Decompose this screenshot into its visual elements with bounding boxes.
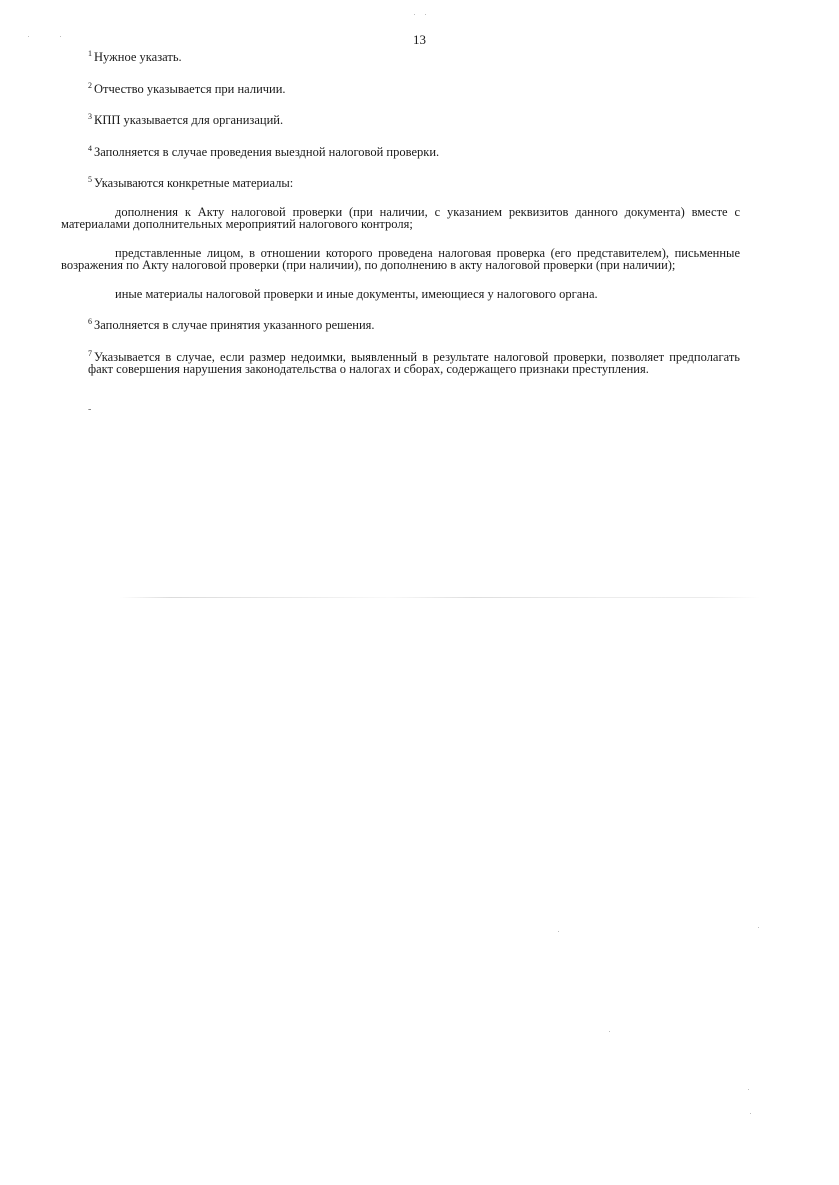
- footnote-mark: 6: [88, 317, 92, 326]
- footnote-text: Заполняется в случае проведения выездной налоговой проверки.: [94, 144, 440, 159]
- scan-artifact-line: [120, 597, 760, 598]
- scan-speck: [750, 1113, 751, 1114]
- scan-speck: [28, 36, 29, 37]
- footnote-2: [88, 80, 740, 96]
- footnote-text: Заполняется в случае принятия указанного решения.: [94, 318, 375, 332]
- scan-speck: [414, 14, 415, 15]
- footnote-5: [88, 174, 740, 190]
- stray-dash-mark: -: [88, 404, 92, 415]
- footnote-6: [88, 316, 740, 332]
- footnote-text: КПП указывается для организаций.: [94, 113, 284, 127]
- scan-speck: [425, 14, 426, 15]
- footnote-text: Указывается в случае, если размер недоимки, выявленный в результате налоговой проверки, позволяет предполагать факт совершения нарушения законодательства о налогах и сборах, содержащего признаки преступления.: [88, 349, 740, 376]
- footnote-mark: 5: [88, 175, 92, 184]
- footnote-mark: 2: [88, 80, 92, 90]
- footnote-3: [88, 111, 740, 127]
- footnote-text: Нужное указать.: [94, 50, 182, 64]
- scan-speck: [758, 927, 759, 928]
- materials-item-other: иные материалы налоговой проверки и иные документы, имеющиеся у налогового органа.: [115, 286, 598, 301]
- footnote-4: [88, 143, 740, 159]
- footnote-text: Отчество указывается при наличии.: [94, 81, 286, 96]
- materials-item-objections: представленные лицом, в отношении которого проведена налоговая проверка (его представителем), письменные возражения по Акту налоговой проверки (при наличии), по дополнению в акту налоговой проверки (при наличии);: [61, 245, 740, 272]
- footnote-mark: 4: [88, 143, 92, 153]
- footnote-text: Указываются конкретные материалы:: [94, 176, 294, 190]
- footnote-7: [88, 348, 740, 376]
- page-number: 13: [413, 32, 426, 47]
- footnote-mark: 3: [88, 112, 92, 121]
- footnote-mark: 1: [88, 49, 92, 58]
- scan-speck: [609, 1031, 610, 1032]
- footnotes-section: [61, 48, 740, 392]
- scan-speck: [748, 1089, 749, 1090]
- scan-speck: [558, 931, 559, 932]
- footnote-1: [88, 48, 740, 64]
- scan-speck: [60, 36, 61, 37]
- footnote-mark: 7: [88, 348, 92, 358]
- materials-item-supplements: дополнения к Акту налоговой проверки (при наличии, с указанием реквизитов данного документа) вместе с материалами дополнительных мероприятий налогового контроля;: [61, 204, 740, 231]
